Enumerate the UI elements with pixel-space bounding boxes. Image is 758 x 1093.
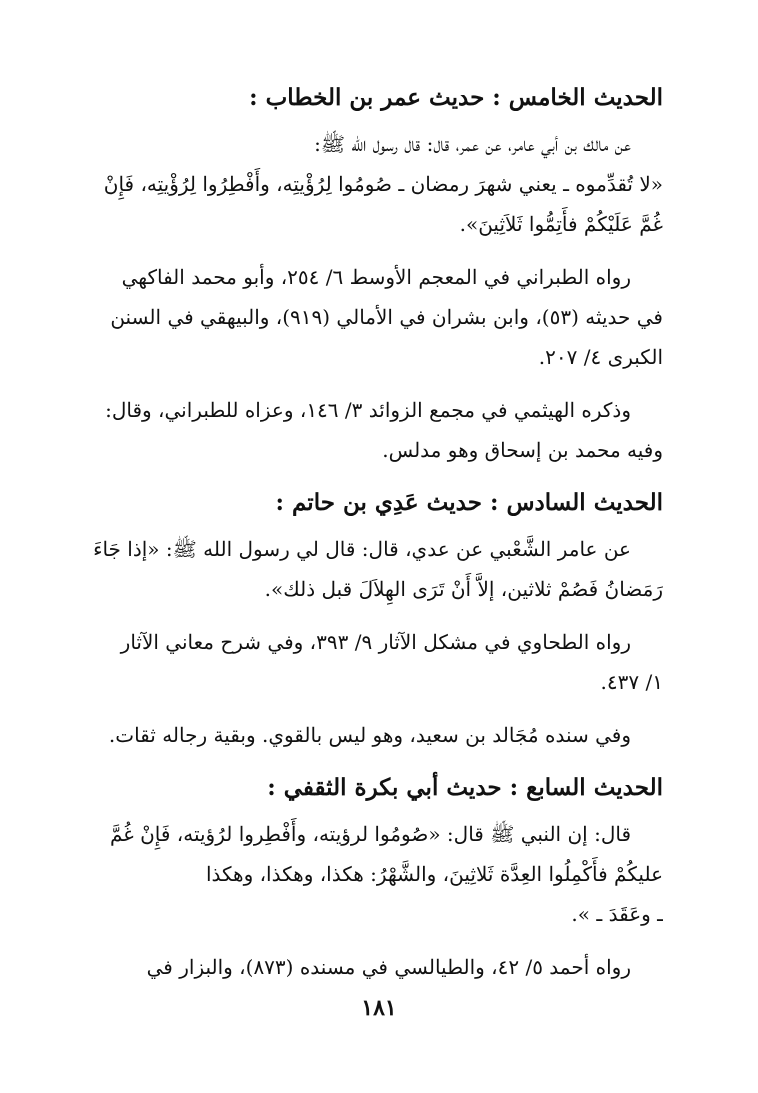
page-body (78, 78, 663, 1000)
text-line: ـ وعَقَدَ ـ ». (571, 902, 663, 926)
text-line: وذكره الهيثمي في مجمع الزوائد ٣/ ١٤٦، وعزاه للطبراني، وقال: (105, 398, 631, 422)
text-line: عن مالك بن أبي عامر، عن عمر، قال: قال رسول الله ﷺ: (314, 132, 631, 156)
page-number: ١٨١ (361, 995, 397, 1021)
commentary-paragraph (78, 715, 663, 755)
text-line: وفيه محمد بن إسحاق وهو مدلس. (382, 438, 663, 462)
text-line: عن عامر الشَّعْبي عن عدي، قال: قال لي رسول الله ﷺ: «إذا جَاءَ (93, 537, 631, 561)
text-line: غُمَّ عَلَيْكُمْ فأَتِمُّوا ثَلاَثِينَ». (459, 212, 663, 236)
hadith-text (78, 529, 663, 609)
source-paragraph (78, 622, 663, 702)
text-line: قال: إن النبي ﷺ قال: «صُومُوا لرؤيته، وأَفْطِروا لرُؤيته، فَإِنْ غُمَّ (109, 822, 631, 846)
text-line: ١/ ٤٣٧. (600, 670, 663, 694)
text-line: رواه أحمد ٥/ ٤٢، والطيالسي في مسنده (٨٧٣)، والبزار في (146, 955, 631, 979)
text-line: «لا تُقدِّموه ـ يعني شهرَ رمضان ـ صُومُوا لِرُؤْيتِه، وأَفْطِرُوا لِرُؤْيتِه، فَإِنْ (103, 172, 663, 196)
text-line: رَمَضانُ فَصُمْ ثلاثين، إلاَّ أَنْ تَرَى الهِلاَلَ قبل ذلك». (264, 577, 663, 601)
section-heading: الحديث السادس : حديث عَدِي بن حاتم : (275, 489, 663, 516)
hadith-text (78, 814, 663, 934)
commentary-paragraph (78, 390, 663, 470)
text-line: رواه الطحاوي في مشكل الآثار ٩/ ٣٩٣، وفي شرح معاني الآثار (120, 630, 631, 654)
hadith-text (78, 124, 663, 244)
text-line: الكبرى ٤/ ٢٠٧. (538, 345, 663, 369)
source-paragraph (78, 257, 663, 377)
text-line: عليكُمْ فأَكْمِلُوا العِدَّة ثَلاثِينَ، والشَّهْرُ: هكذا، وهكذا، وهكذا (205, 862, 663, 886)
text-line: في حديثه (٥٣)، وابن بشران في الأمالي (٩١٩)، والبيهقي في السنن (110, 305, 663, 329)
text-line: رواه الطبراني في المعجم الأوسط ٦/ ٢٥٤، وأبو محمد الفاكهي (121, 265, 631, 289)
text-line: وفي سنده مُجَالد بن سعيد، وهو ليس بالقوي. وبقية رجاله ثقات. (108, 723, 631, 747)
section-heading: الحديث السابع : حديث أبي بكرة الثقفي : (267, 774, 663, 801)
source-paragraph (78, 947, 663, 987)
section-heading: الحديث الخامس : حديث عمر بن الخطاب : (249, 84, 663, 111)
